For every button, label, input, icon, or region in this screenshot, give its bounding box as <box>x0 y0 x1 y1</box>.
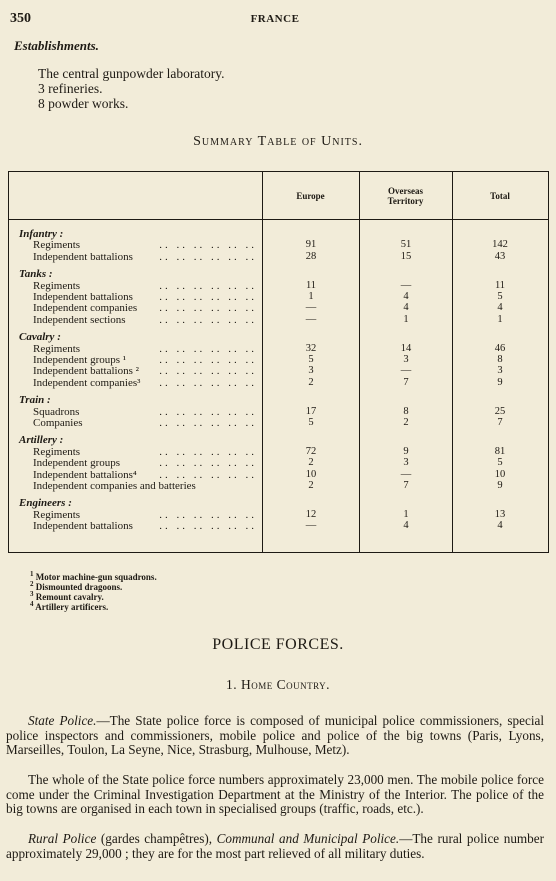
row-label: Independent battalions <box>33 291 133 303</box>
total-value: 81 <box>494 445 506 457</box>
row-label: Independent battalions ² <box>33 365 139 378</box>
europe-value: 10 <box>305 468 317 480</box>
overseas-value: 14 <box>400 342 412 354</box>
europe-value: 91 <box>305 239 317 251</box>
overseas-value: 7 <box>403 480 409 491</box>
paragraph-text: —The State police force is composed of municipal police commissioners, special police inspectors and commissioners, mobile police and police of the big towns (Paris, Lyons, Marseilles, Toulon, La Seyne, Nice, Strasburg, Mulhouse, Metz). <box>6 713 544 758</box>
row-label: Independent companies <box>33 302 138 315</box>
europe-value: 3 <box>308 365 314 377</box>
overseas-value: 9 <box>403 445 409 457</box>
police-forces-heading: POLICE FORCES. <box>212 636 344 653</box>
state-police-paragraph <box>6 714 544 758</box>
total-value: 5 <box>497 291 503 302</box>
overseas-value: 1 <box>403 313 409 325</box>
category-label: Tanks : <box>19 268 53 281</box>
column-header-total: Total <box>490 190 510 201</box>
establishments-heading: Establishments. <box>14 38 99 53</box>
leader-dots: .. .. .. .. .. .. <box>159 365 257 378</box>
row-label: Companies <box>33 417 83 429</box>
overseas-value: 8 <box>403 405 409 417</box>
europe-value: — <box>305 520 317 532</box>
establishment-item: The central gunpowder laboratory. <box>38 66 225 81</box>
overseas-value: 4 <box>403 302 409 314</box>
paragraph-text: —The rural police number approximately 29,000 ; they are for the most part relieved of all military duties. <box>6 831 545 861</box>
europe-value: 17 <box>305 405 317 417</box>
europe-value: 28 <box>305 250 317 262</box>
overseas-value: — <box>400 468 412 480</box>
category-label: Train : <box>19 394 51 407</box>
overseas-value: 3 <box>403 457 409 469</box>
europe-value: 1 <box>308 291 314 302</box>
total-value: 9 <box>497 480 503 491</box>
paragraph-lead: Communal and Municipal Police. <box>216 831 400 846</box>
leader-dots: .. .. .. .. .. .. <box>159 417 257 429</box>
total-value: 1 <box>497 313 503 325</box>
europe-value: 2 <box>308 457 314 469</box>
overseas-value: 51 <box>400 239 412 251</box>
running-title: FRANCE <box>250 13 300 25</box>
leader-dots: .. .. .. .. .. .. <box>159 342 257 355</box>
leader-dots: .. .. .. .. .. .. <box>159 457 257 470</box>
row-label: Squadrons <box>33 405 80 418</box>
category-label: Infantry : <box>19 228 64 240</box>
total-value: 46 <box>494 342 506 354</box>
overseas-value: — <box>400 365 412 377</box>
total-value: 9 <box>497 376 503 388</box>
europe-value: 72 <box>305 445 317 457</box>
table-column-rule <box>262 172 263 552</box>
running-header <box>10 11 540 27</box>
overseas-value: 2 <box>403 417 409 428</box>
leader-dots: .. .. .. .. .. .. <box>159 445 257 458</box>
overseas-value: 4 <box>403 520 409 532</box>
row-label: Regiments <box>33 445 81 458</box>
overseas-value: 1 <box>403 508 409 520</box>
leader-dots: .. .. .. .. .. .. <box>159 405 257 418</box>
leader-dots: .. .. .. .. .. .. <box>159 508 257 521</box>
total-value: 5 <box>497 457 503 469</box>
row-label: Independent sections <box>33 313 126 326</box>
row-label: Independent groups ¹ <box>33 354 127 366</box>
europe-value: 5 <box>308 417 314 428</box>
table-column-rule <box>452 172 453 552</box>
europe-value: — <box>305 313 317 325</box>
overseas-value: 15 <box>400 250 412 262</box>
total-value: 4 <box>497 302 503 314</box>
total-value: 11 <box>494 279 506 291</box>
leader-dots: .. .. .. .. .. .. <box>159 239 257 252</box>
table-column-rule <box>359 172 360 552</box>
row-label: Independent battalions <box>33 250 133 263</box>
row-label: Regiments <box>33 342 81 355</box>
rural-police-paragraph <box>6 832 544 861</box>
total-value: 10 <box>494 468 506 480</box>
category-label: Engineers : <box>19 497 72 510</box>
row-label: Independent groups <box>33 457 121 470</box>
footnote: $^3$ Remount cavalry. <box>30 590 104 602</box>
total-value: 7 <box>497 417 503 428</box>
summary-table <box>8 171 549 553</box>
leader-dots: .. .. .. .. .. .. <box>159 291 257 303</box>
row-label: Independent battalions <box>33 520 133 533</box>
europe-value: 12 <box>305 508 317 520</box>
table-header-rule <box>9 219 548 220</box>
row-label: Independent battalions⁴ <box>33 468 137 481</box>
category-label: Cavalry : <box>19 331 61 344</box>
paragraph-lead: Rural Police <box>28 831 97 846</box>
leader-dots: .. .. .. .. .. .. <box>159 520 257 533</box>
europe-value: 5 <box>308 354 314 365</box>
home-country-heading: 1. Home Country. <box>225 677 330 692</box>
overseas-value: — <box>400 279 412 291</box>
leader-dots: .. .. .. .. .. .. <box>159 250 257 263</box>
leader-dots: .. .. .. .. .. .. <box>159 354 257 366</box>
row-label: Regiments <box>33 279 81 292</box>
row-label: Independent companies³ <box>33 376 141 389</box>
total-value: 142 <box>492 239 508 251</box>
footnote: $^4$ Artillery artificers. <box>30 600 109 612</box>
total-value: 4 <box>497 520 503 532</box>
column-header-europe: Europe <box>296 190 325 201</box>
category-label: Artillery : <box>19 434 64 447</box>
establishments-list <box>38 66 225 111</box>
establishment-item: 8 powder works. <box>38 96 129 111</box>
europe-value: 11 <box>305 279 317 291</box>
europe-value: 32 <box>305 342 317 354</box>
footnote: $^2$ Dismounted dragoons. <box>30 580 123 592</box>
row-label: Regiments <box>33 508 81 521</box>
europe-value: 2 <box>308 480 314 491</box>
total-value: 25 <box>494 405 506 417</box>
page-number: 350 <box>10 11 31 26</box>
row-label: Regiments <box>33 239 81 252</box>
summary-table-title: Summary Table of Units. <box>193 134 363 149</box>
leader-dots: .. .. .. .. .. .. <box>159 279 257 292</box>
europe-value: — <box>305 302 317 314</box>
paragraph-text: (gardes champêtres), <box>96 831 217 846</box>
total-value: 3 <box>497 365 503 377</box>
overseas-value: 4 <box>403 291 409 302</box>
establishment-item: 3 refineries. <box>38 81 103 96</box>
leader-dots: .. .. .. .. .. .. <box>159 468 257 481</box>
europe-value: 2 <box>308 376 314 388</box>
overseas-value: 7 <box>403 376 409 388</box>
police-numbers-paragraph: The whole of the State police force numbers approximately 23,000 men. The mobile police force come under the Criminal Investigation Department at the Ministry of the Interior. The police of the big towns are organised in each town in specialised groups (traffic, roads, etc.). <box>6 772 544 817</box>
leader-dots: .. .. .. .. .. .. <box>159 376 257 389</box>
column-header-text: Overseas Territory <box>387 185 424 206</box>
total-value: 13 <box>494 508 506 520</box>
footnote: $^1$ Motor machine-gun squadrons. <box>30 570 157 582</box>
total-value: 8 <box>497 354 503 365</box>
row-label: Independent companies and batteries <box>33 480 196 492</box>
paragraph-lead: State Police. <box>28 713 97 728</box>
total-value: 43 <box>494 250 506 262</box>
leader-dots: .. .. .. .. .. .. <box>159 313 257 326</box>
column-header-overseas <box>359 172 452 219</box>
leader-dots: .. .. .. .. .. .. <box>159 302 257 315</box>
overseas-value: 3 <box>403 354 409 365</box>
